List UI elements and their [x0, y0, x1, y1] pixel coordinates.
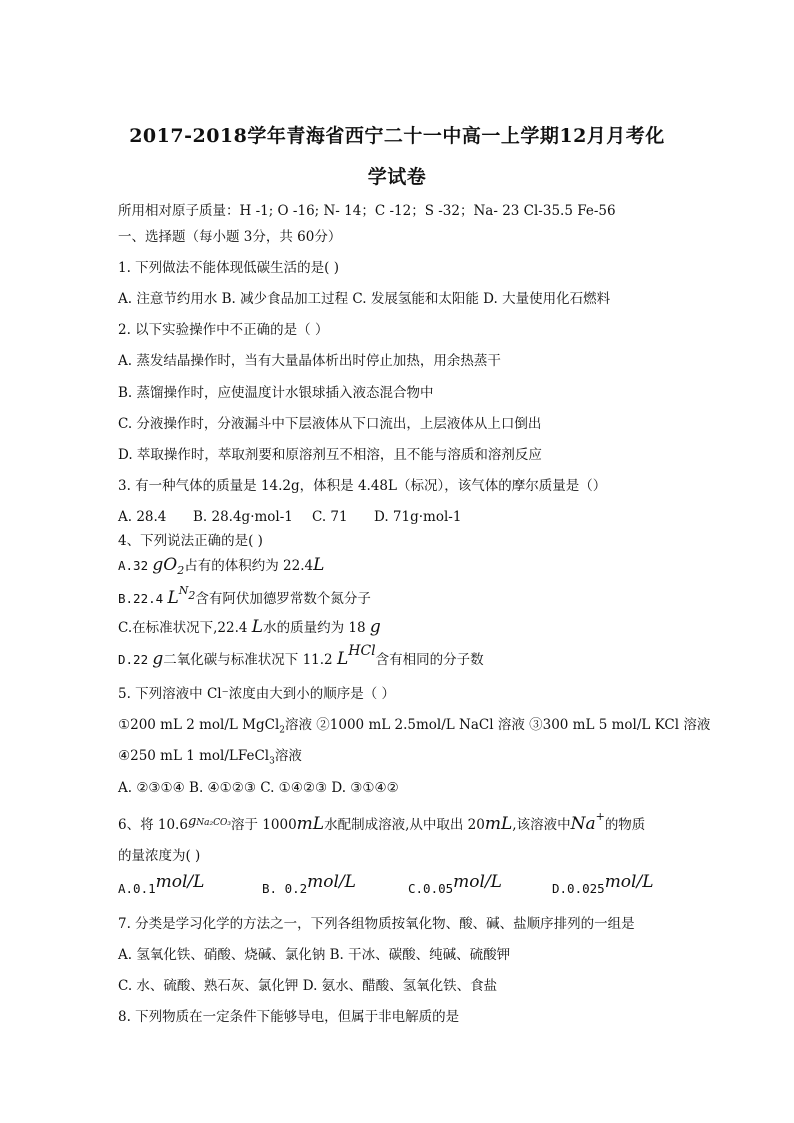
question-7-stem: 7. 分类是学习化学的方法之一，下列各组物质按氧化物、酸、碱、盐顺序排列的一组是 [118, 916, 635, 932]
q6-text1: 溶于 1000 [231, 817, 297, 833]
q5-solution-4-end: 溶液 [274, 748, 302, 764]
question-6-stem-line2: 的量浓度为( ) [118, 848, 201, 864]
q4a-unit-l: L [313, 555, 325, 575]
question-4-option-a [118, 556, 324, 576]
q6-text2: 水配制成溶液,从中取出 20 [324, 817, 485, 833]
question-5-solutions-line1 [118, 716, 710, 740]
q5-solution-1: ①200 mL 2 mol/L MgCl [118, 717, 280, 733]
question-1-stem: 1. 下列做法不能体现低碳生活的是( ) [118, 260, 339, 276]
question-4-stem: 4、下列说法正确的是( ) [118, 533, 263, 549]
q4b-nitrogen-sub: 2 [188, 589, 196, 602]
q6c-unit: mol/L [453, 872, 502, 892]
q4a-prefix: A.32 [118, 558, 149, 573]
q6d-unit: mol/L [604, 872, 654, 892]
q4a-unit-g: g [152, 555, 164, 575]
q6b-value: B. 0.2 [262, 881, 308, 896]
q6-text4: 的物质 [604, 817, 646, 833]
question-7-options-cd: C. 水、硫酸、熟石灰、氯化钾 D. 氨水、醋酸、氢氧化铁、食盐 [118, 978, 498, 994]
question-8-stem: 8. 下列物质在一定条件下能够导电，但属于非电解质的是 [118, 1009, 460, 1025]
q5-mgcl2-sub: 2 [279, 725, 285, 736]
q6-ml-2: mL [484, 814, 513, 834]
q4a-text: 占有的体积约为 22.4 [184, 558, 314, 574]
q6-plus: + [595, 810, 605, 823]
q4c-unit-l: L [251, 617, 264, 637]
q6a-value: A.0.1 [118, 881, 156, 896]
q4d-unit-g: g [152, 649, 164, 669]
q4d-text-end: 含有相同的分子数 [375, 652, 484, 668]
question-4-option-b [118, 584, 371, 609]
q4d-prefix: D.22 [118, 652, 149, 667]
question-5-solutions-line2 [118, 747, 302, 771]
question-4-option-d [118, 643, 484, 669]
question-4-option-c [118, 618, 381, 637]
question-2-option-b: B. 蒸馏操作时，应使温度计水银球插入液态混合物中 [118, 385, 434, 401]
q4d-unit-l: L [336, 649, 349, 669]
q4d-hcl: HCl [348, 643, 376, 659]
q6a-unit: mol/L [155, 872, 205, 892]
question-2-option-c: C. 分液操作时，分液漏斗中下层液体从下口流出，上层液体从上口倒出 [118, 416, 542, 432]
question-3-stem: 3. 有一种气体的质量是 14.2g，体积是 4.48L（标况），该气体的摩尔质量是（） [118, 478, 607, 494]
q6-text3: ,该溶液中 [512, 817, 571, 833]
question-6-stem [118, 810, 646, 836]
question-2-option-a: A. 蒸发结晶操作时，当有大量晶体析出时停止加热，用余热蒸干 [118, 353, 501, 369]
question-1-options: A. 注意节约用水 B. 减少食品加工过程 C. 发展氢能和太阳能 D. 大量使用化石燃料 [118, 291, 611, 307]
question-3-option-c: C. 71 [312, 509, 348, 525]
q6-na2co3: Na₂CO₃ [196, 818, 232, 828]
q5-solution-4: ④250 mL 1 mol/LFeCl [118, 748, 270, 764]
q6d-value: D.0.025 [552, 881, 605, 896]
q6-unit-g: g [187, 814, 197, 829]
question-3-option-d: D. 71g·mol-1 [374, 509, 462, 525]
question-6-option-d [552, 872, 654, 898]
q4b-unit-l: L [167, 588, 179, 608]
q4c-text: 水的质量约为 18 [263, 620, 366, 636]
q4b-nitrogen: N [178, 584, 189, 597]
q6-na: Na [570, 814, 596, 834]
question-7-options-ab: A. 氢氧化铁、硝酸、烧碱、氯化钠 B. 干冰、碳酸、纯碱、硫酸钾 [118, 947, 511, 963]
question-5-stem: 5. 下列溶液中 Cl⁻浓度由大到小的顺序是（ ） [118, 686, 396, 702]
question-2-option-d: D. 萃取操作时，萃取剂要和原溶剂互不相溶，且不能与溶质和溶剂反应 [118, 447, 542, 463]
exam-title-line1: 2017-2018学年青海省西宁二十一中高一上学期12月月考化 [129, 125, 665, 147]
atomic-masses-note: 所用相对原子质量：H -1; O -16; N- 14；C -12；S -32；Na- 23 Cl-35.5 Fe-56 [118, 203, 616, 219]
q6b-unit: mol/L [307, 872, 356, 892]
q4b-text: 含有阿伏加德罗常数个氮分子 [195, 591, 371, 607]
question-5-options: A. ②③①④ B. ④①②③ C. ①④②③ D. ③①④② [118, 780, 399, 796]
question-6-option-c [408, 872, 502, 898]
q5-solutions-rest: 溶液 ②1000 mL 2.5mol/L NaCl 溶液 ③300 mL 5 mol/L KCl 溶液 [285, 717, 711, 733]
exam-title-line2: 学试卷 [367, 166, 427, 188]
q4c-unit-g: g [369, 617, 381, 637]
q6-ml-1: mL [296, 814, 325, 834]
question-6-option-a [118, 872, 205, 898]
section-heading: 一、选择题（每小题 3分，共 60分） [118, 229, 342, 245]
q5-fecl3-sub: 3 [269, 756, 275, 767]
question-6-option-b [262, 872, 356, 898]
question-3-option-b: B. 28.4g·mol-1 [193, 509, 293, 525]
q4b-prefix: B.22.4 [118, 591, 164, 606]
q4c-prefix: C.在标准状况下,22.4 [118, 620, 248, 636]
q4d-text: 二氧化碳与标准状况下 11.2 [163, 652, 333, 668]
question-2-stem: 2. 以下实验操作中不正确的是（ ） [118, 322, 329, 338]
q4a-oxygen: O [163, 555, 178, 575]
question-3-option-a: A. 28.4 [118, 509, 167, 525]
q6-prefix: 6、将 10.6 [118, 817, 188, 833]
q4a-oxygen-sub: 2 [177, 564, 185, 577]
q6c-value: C.0.05 [408, 881, 454, 896]
